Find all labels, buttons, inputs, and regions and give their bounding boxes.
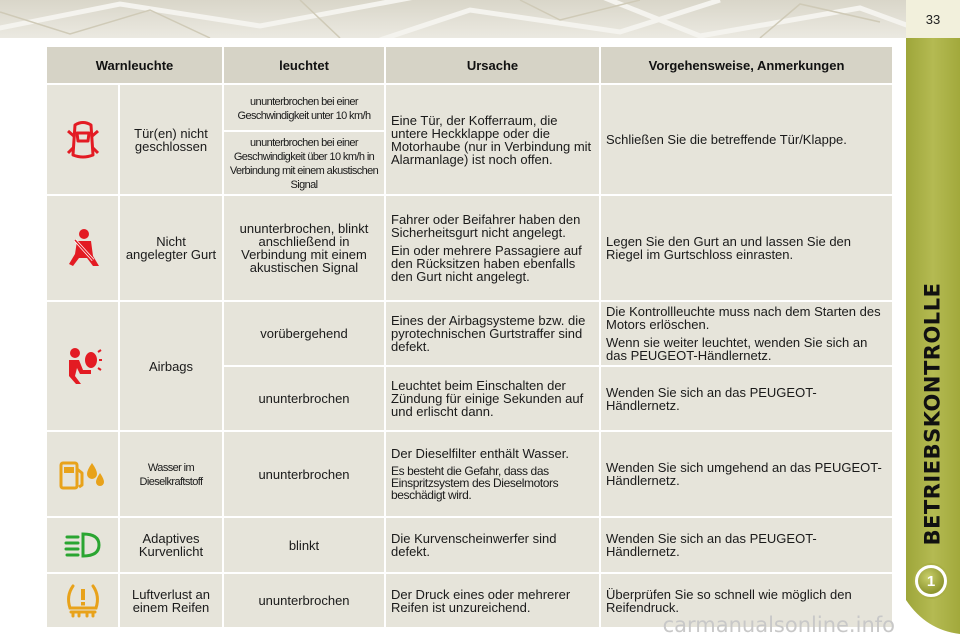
cause-cell: [385, 517, 600, 573]
header-cause: Ursache: [385, 46, 600, 84]
warning-name: Nicht angelegter Gurt: [119, 195, 223, 301]
table-header-row: [46, 46, 893, 84]
page-number: 33: [906, 0, 960, 38]
sidebar-corner-curve: [906, 600, 960, 640]
adaptive-headlight-icon: [63, 531, 103, 559]
cause-text: Ein oder mehrere Passagiere auf den Rücksitzen haben ebenfalls den Gurt nicht angelegt.: [391, 243, 582, 284]
cause-text: Die Kurvenscheinwerfer sind defekt.: [391, 531, 557, 559]
cause-text: Leuchtet beim Einschalten der Zündung für einige Sekunden auf und erlischt dann.: [391, 378, 584, 419]
state-text: ununterbrochen bei einer Geschwindigkeit über 10 km/h in Verbindung mit einem akustischen Signal: [229, 137, 379, 191]
warning-name: Wasser im Dieselkraftstoff: [119, 431, 223, 517]
cause-cell: [385, 366, 600, 431]
action-cell: [600, 301, 893, 366]
cause-cell: [385, 84, 600, 195]
section-sidebar: [906, 0, 960, 640]
action-cell: [600, 517, 893, 573]
warning-lights-table: [45, 45, 894, 629]
warning-name: Tür(en) nicht geschlossen: [119, 84, 223, 195]
header-lit: leuchtet: [223, 46, 385, 84]
icon-cell: [46, 195, 119, 301]
table-row: [46, 431, 893, 517]
icon-cell: [46, 517, 119, 573]
action-text: Schließen Sie die betreffende Tür/Klappe.: [606, 132, 847, 147]
cause-text: Eines der Airbagsysteme bzw. die pyrotechnischen Gurtstraffer sind defekt.: [391, 313, 586, 354]
cause-cell: [385, 301, 600, 366]
table-row: [46, 195, 893, 301]
state-cell: [223, 84, 385, 131]
cause-cell: [385, 431, 600, 517]
header-decoration: [0, 0, 906, 38]
table-row: [46, 84, 893, 131]
action-text: Wenden Sie sich umgehend an das PEUGEOT-Händlernetz.: [606, 460, 882, 488]
cause-text: Eine Tür, der Kofferraum, die untere Heckklappe oder die Motorhaube (nur in Verbindung mit Alarmanlage) ist noch offen.: [391, 112, 592, 167]
state-text: ununterbrochen: [223, 431, 385, 517]
action-cell: [600, 366, 893, 431]
watermark: carmanualsonline.info: [662, 613, 895, 637]
cause-text: Der Dieselfilter enthält Wasser.: [391, 446, 569, 461]
header-warning-light: Warnleuchte: [46, 46, 223, 84]
cause-text: Es besteht die Gefahr, dass das Einspritzsystem des Dieselmotors beschädigt wird.: [391, 464, 559, 502]
seatbelt-icon: [65, 228, 101, 268]
section-title: BETRIEBSKONTROLLE: [920, 282, 945, 546]
icon-cell: [46, 573, 119, 628]
chapter-number: 1: [918, 568, 944, 594]
cause-text: Fahrer oder Beifahrer haben den Sicherheitsgurt nicht angelegt.: [391, 212, 581, 240]
action-cell: [600, 431, 893, 517]
action-cell: [600, 195, 893, 301]
section-title-vertical: [912, 278, 952, 550]
action-text: Wenden Sie sich an das PEUGEOT-Händlernetz.: [606, 531, 817, 559]
open-door-icon: [65, 119, 101, 161]
state-text: ununterbrochen bei einer Geschwindigkeit unter 10 km/h: [237, 95, 371, 122]
water-in-diesel-icon: [58, 457, 108, 491]
action-text: Die Kontrollleuchte muss nach dem Starten des Motors erlöschen.: [606, 304, 881, 332]
state-text: blinkt: [223, 517, 385, 573]
action-text: Legen Sie den Gurt an und lassen Sie den Riegel im Gurtschloss einrasten.: [606, 234, 852, 262]
warning-name: Luftverlust an einem Reifen: [119, 573, 223, 628]
action-text: Wenn sie weiter leuchtet, wenden Sie sich an das PEUGEOT-Händlernetz.: [606, 335, 868, 363]
cause-text: Der Druck eines oder mehrerer Reifen ist unzureichend.: [391, 586, 571, 615]
icon-cell: [46, 84, 119, 195]
action-text: Überprüfen Sie so schnell wie möglich den Reifendruck.: [606, 586, 852, 615]
state-text: ununterbrochen: [223, 366, 385, 431]
warning-name: Adaptives Kurvenlicht: [119, 517, 223, 573]
chapter-badge: [913, 563, 949, 599]
table-row: [46, 517, 893, 573]
airbag-icon: [63, 346, 103, 386]
tyre-pressure-icon: [64, 582, 102, 620]
icon-cell: [46, 431, 119, 517]
state-text: ununterbrochen, blinkt anschließend in Verbindung mit einem akustischen Signal: [223, 195, 385, 301]
state-cell: [223, 131, 385, 195]
header-action: Vorgehensweise, Anmerkungen: [600, 46, 893, 84]
action-cell: [600, 84, 893, 195]
action-text: Wenden Sie sich an das PEUGEOT-Händlernetz.: [606, 384, 817, 413]
icon-cell: [46, 301, 119, 431]
warning-name: Airbags: [119, 301, 223, 431]
state-text: vorübergehend: [223, 301, 385, 366]
table-row: [46, 301, 893, 366]
road-map-pattern-icon: [0, 0, 906, 38]
state-text: ununterbrochen: [223, 573, 385, 628]
cause-cell: [385, 195, 600, 301]
